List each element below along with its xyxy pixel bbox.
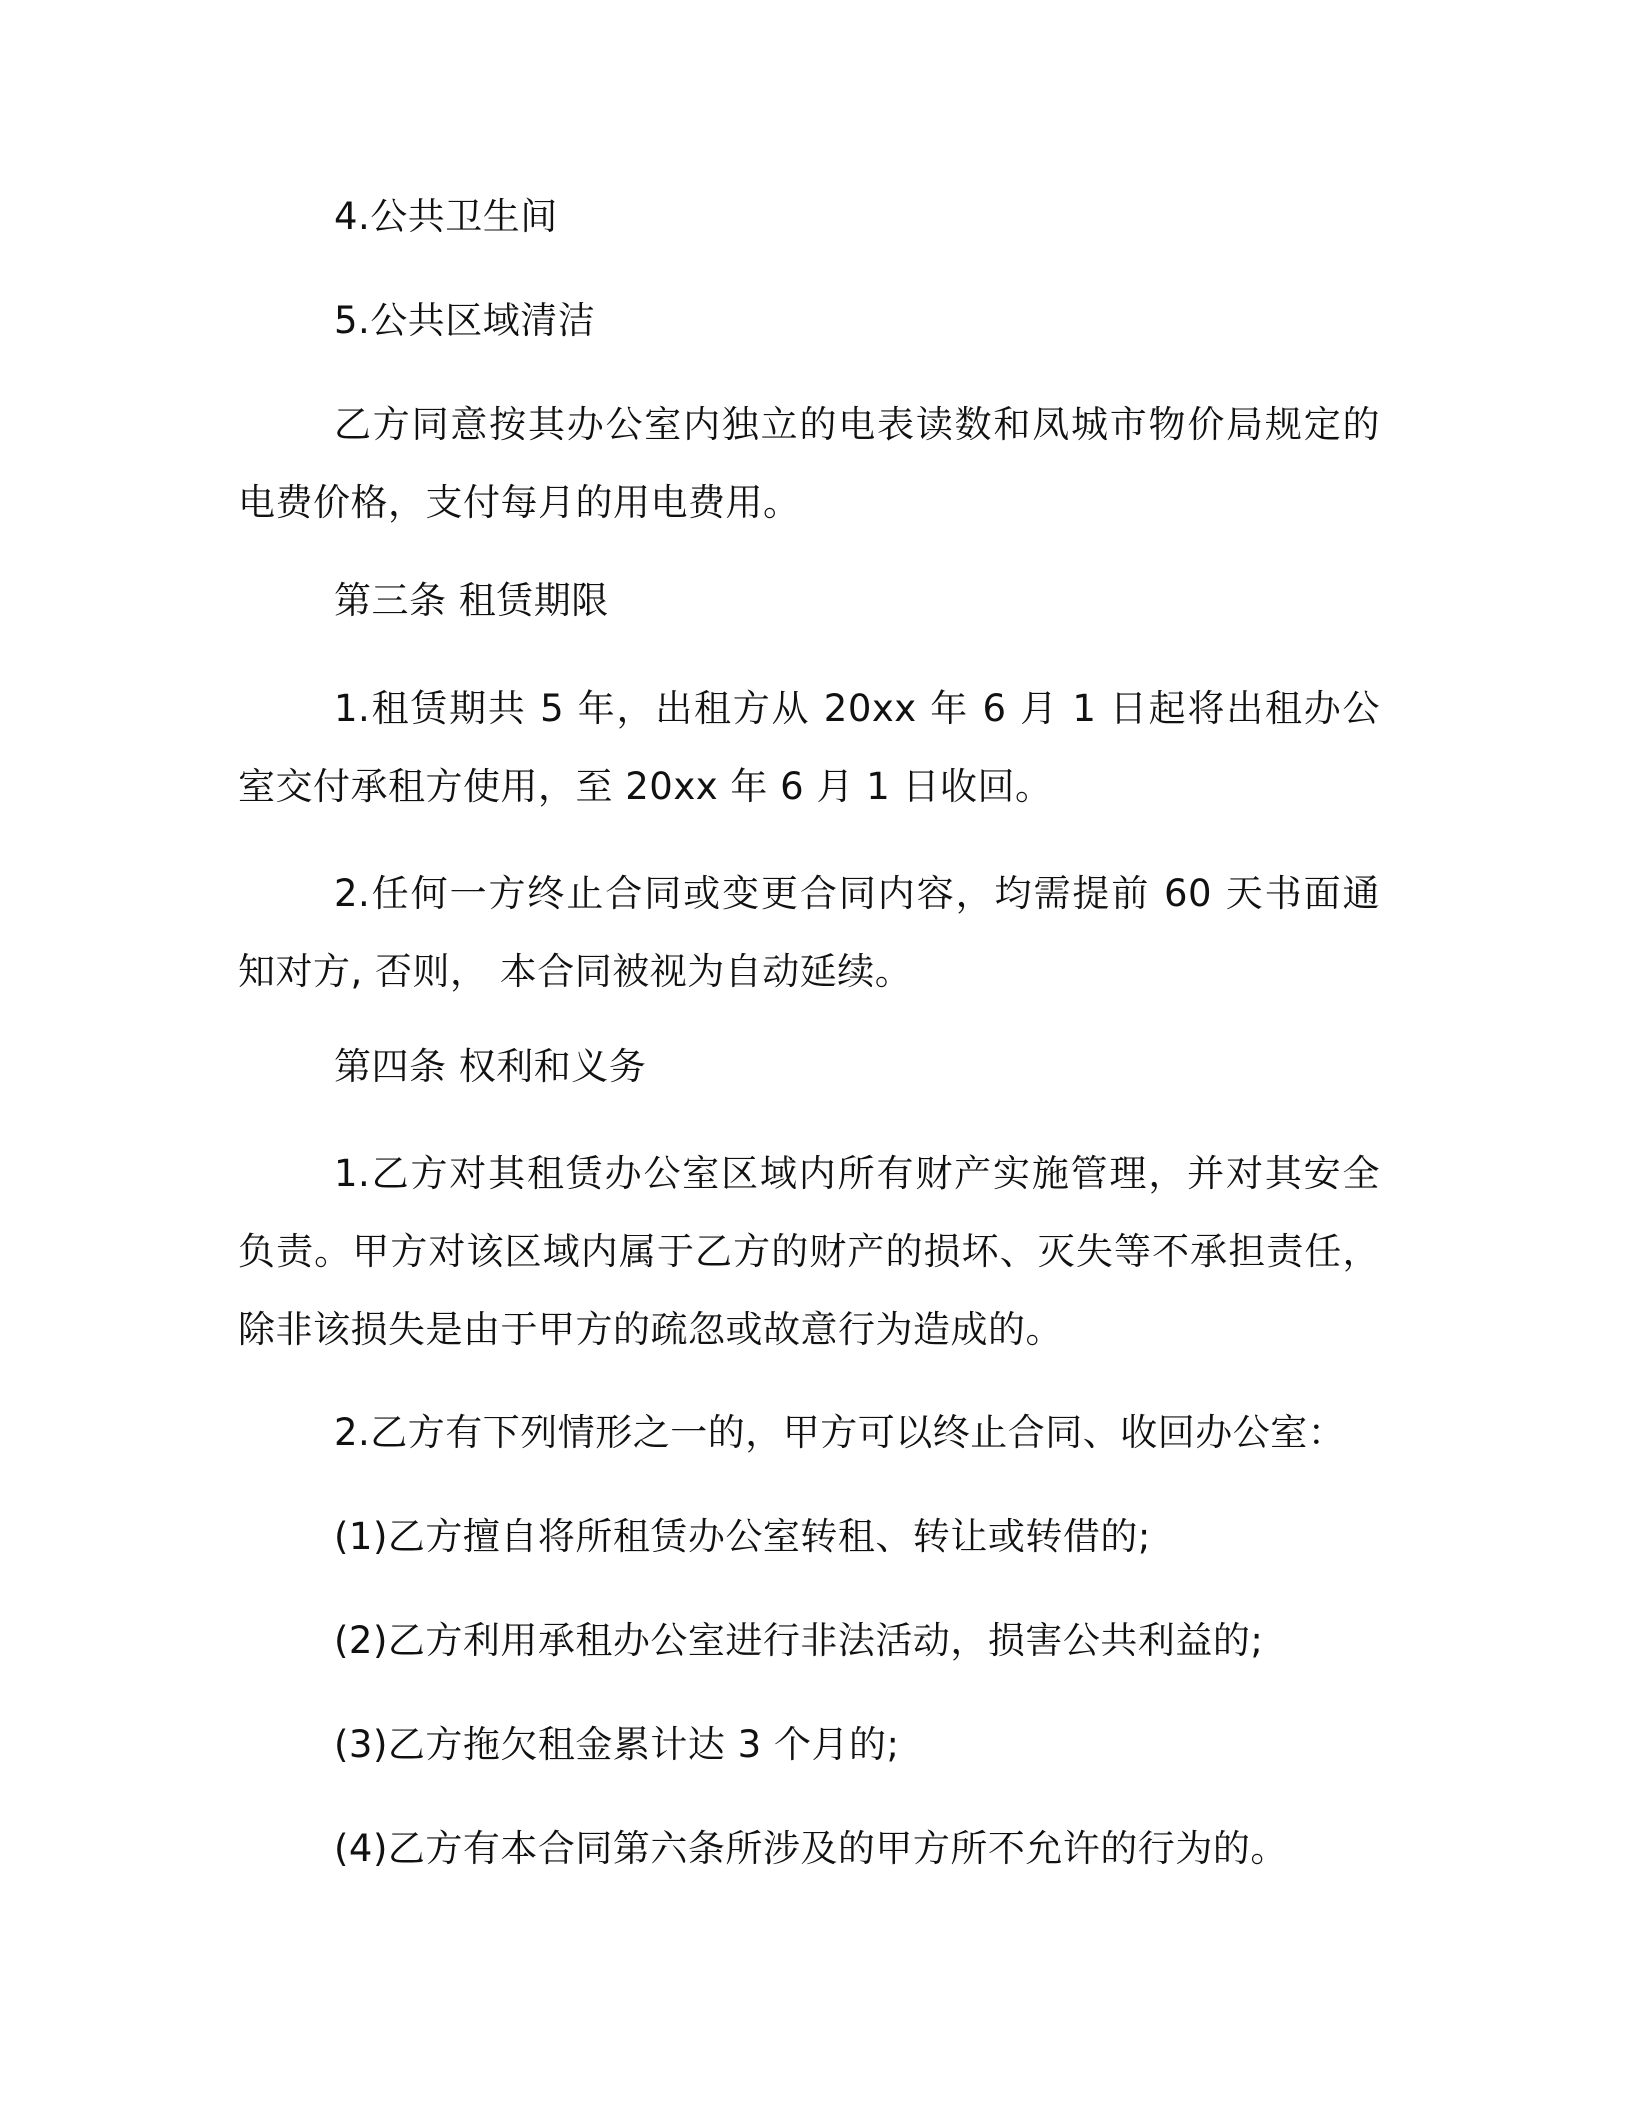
list-item-condition-2: (2)乙方利用承租办公室进行非法活动，损害公共利益的; [334,1619,1264,1662]
paragraph-item-5-public-cleaning: 5.公共区域清洁 [334,299,596,342]
paragraph-termination-notice: 2.任何一方终止合同或变更合同内容，均需提前 60 天书面通知对方, 否则， 本合同被视为自动延续。 [238,872,1380,993]
paragraph-electricity-fee: 乙方同意按其办公室内独立的电表读数和凤城市物价局规定的电费价格，支付每月的用电费用。 [238,403,1380,524]
list-item-condition-3: (3)乙方拖欠租金累计达 3 个月的; [334,1723,900,1766]
paragraph-item-4-public-restroom: 4.公共卫生间 [334,195,558,238]
paragraph-lease-period: 1.租赁期共 5 年，出租方从 20xx 年 6 月 1 日起将出租办公室交付承租方使用，至 20xx 年 6 月 1 日收回。 [238,687,1380,808]
list-item-condition-1: (1)乙方擅自将所租赁办公室转租、转让或转借的; [334,1515,1151,1558]
heading-article-3-lease-term: 第三条 租赁期限 [334,579,609,622]
heading-article-4-rights-obligations: 第四条 权利和义务 [334,1045,647,1088]
paragraph-termination-conditions: 2.乙方有下列情形之一的，甲方可以终止合同、收回办公室： [334,1411,1346,1454]
list-item-condition-4: (4)乙方有本合同第六条所涉及的甲方所不允许的行为的。 [334,1827,1288,1870]
paragraph-property-management: 1.乙方对其租赁办公室区域内所有财产实施管理，并对其安全负责。甲方对该区域内属于乙方的财产的损坏、灭失等不承担责任，除非该损失是由于甲方的疏忽或故意行为造成的。 [238,1152,1380,1351]
